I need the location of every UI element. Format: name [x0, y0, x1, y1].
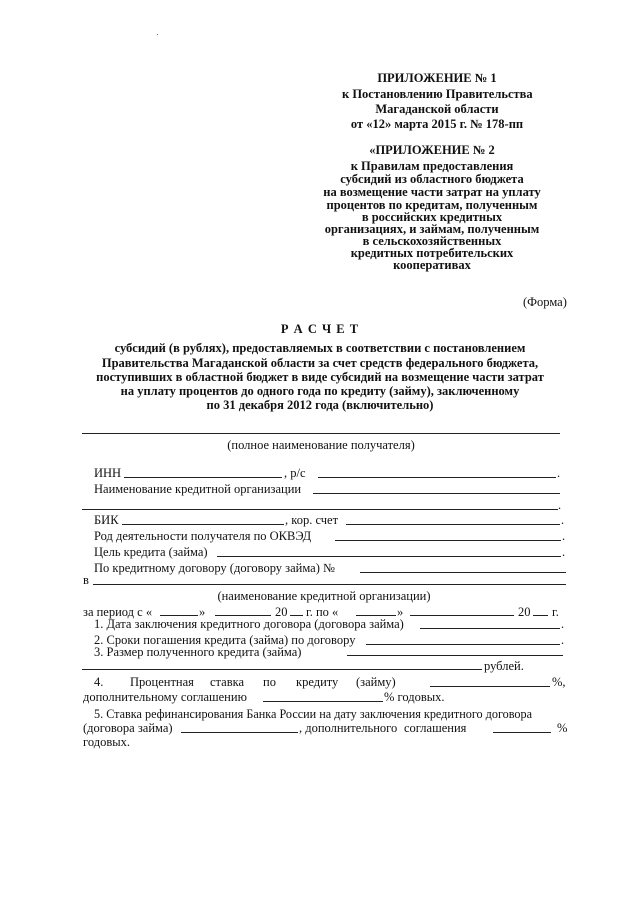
item-4-word: ставка	[210, 675, 245, 689]
period-to-day-field[interactable]	[356, 615, 396, 616]
contract-bank-field[interactable]	[93, 584, 566, 585]
rs-field[interactable]	[318, 477, 556, 478]
bank-name-label: Наименование кредитной организации	[94, 482, 302, 496]
purpose-label: Цель кредита (займа)	[94, 545, 208, 559]
item-5-line2-a: (договора займа)	[83, 721, 173, 735]
appendix-1-line: от «12» марта 2015 г. № 178-пп	[350, 117, 524, 131]
inn-label: ИНН	[94, 466, 122, 480]
subtitle-line: на уплату процентов до одного года по кредиту (займу), заключенному	[120, 384, 520, 398]
item-1-field[interactable]	[420, 628, 560, 629]
item-5-label: 5. Ставка рефинансирования Банка России на дату заключения кредитного договора	[94, 707, 533, 721]
appendix-2-line: на возмещение части затрат на уплату	[323, 185, 541, 199]
appendix-2-line: к Правилам предоставления	[350, 159, 514, 173]
period-from-day-field[interactable]	[160, 615, 198, 616]
appendix-2-line: организациях, и займам, полученным	[324, 222, 540, 236]
appendix-2-line: субсидий из областного бюджета	[340, 172, 524, 186]
bank-caption: (наименование кредитной организации)	[217, 589, 431, 603]
appendix-1-line: к Постановлению Правительства	[342, 87, 533, 101]
period-end-label: г.	[552, 605, 559, 619]
purpose-end-dot: .	[562, 545, 566, 559]
period-from-month-field[interactable]	[215, 615, 271, 616]
period-from-year-field[interactable]	[290, 615, 303, 616]
item-4-percent-years: % годовых.	[384, 690, 445, 704]
contract-label: По кредитному договору (договору займа) №	[94, 561, 335, 575]
appendix-2-line: кооперативах	[393, 258, 471, 272]
item-2-field[interactable]	[366, 644, 560, 645]
appendix-2-line: в сельскохозяйственных	[362, 234, 502, 248]
item-5-percent: %	[557, 721, 568, 735]
appendix-2-title: «ПРИЛОЖЕНИЕ № 2	[369, 143, 495, 157]
bank-name-field-2[interactable]	[82, 509, 558, 510]
contract-field[interactable]	[360, 572, 566, 573]
bank-name-field[interactable]	[313, 493, 560, 494]
rs-end-dot: .	[557, 466, 561, 480]
rs-label: , р/с	[284, 466, 306, 480]
item-5-agreement-rate-field[interactable]	[493, 732, 551, 733]
item-2-end-dot: .	[561, 633, 565, 647]
appendix-1-title: ПРИЛОЖЕНИЕ № 1	[377, 71, 497, 85]
item-4-word: (займу)	[356, 675, 396, 689]
item-5-contract-rate-field[interactable]	[181, 732, 298, 733]
appendix-2-line: кредитных потребительских	[350, 246, 514, 260]
period-to-label: г. по «	[306, 605, 339, 619]
item-4-rate-field[interactable]	[430, 686, 550, 687]
recipient-caption: (полное наименование получателя)	[227, 438, 415, 452]
subtitle-line: поступивших в областной бюджет в виде субсидий на возмещение части затрат	[96, 370, 544, 384]
recipient-name-line[interactable]	[82, 433, 560, 434]
kor-field[interactable]	[346, 524, 560, 525]
item-3-field-2[interactable]	[82, 669, 482, 670]
bik-label: БИК	[94, 513, 119, 527]
rubles-label: рублей.	[484, 659, 524, 673]
period-to-year-field[interactable]	[533, 615, 548, 616]
okved-label: Род деятельности получателя по ОКВЭД	[94, 529, 312, 543]
appendix-1-line: Магаданской области	[375, 102, 499, 116]
item-5-line2-c: соглашения	[404, 721, 467, 735]
scan-speck	[157, 34, 158, 35]
v-label: в	[83, 573, 89, 587]
period-to-month-field[interactable]	[410, 615, 514, 616]
okved-end-dot: .	[562, 529, 566, 543]
period-quote-2: »	[397, 605, 404, 619]
appendix-2-line: процентов по кредитам, полученным	[326, 198, 538, 212]
item-3-field[interactable]	[347, 655, 563, 656]
item-4-word: кредиту	[296, 675, 339, 689]
inn-field[interactable]	[124, 477, 282, 478]
period-from-label: за период с «	[83, 605, 153, 619]
item-4-word: Процентная	[130, 675, 194, 689]
subtitle-line: Правительства Магаданской области за счет средств федерального бюджета,	[101, 356, 539, 370]
subtitle-line: субсидий (в рублях), предоставляемых в соответствии с постановлением	[114, 341, 526, 355]
kor-end-dot: .	[561, 513, 565, 527]
subtitle-line: по 31 декабря 2012 года (включительно)	[206, 398, 434, 412]
kor-label: , кор. счет	[285, 513, 339, 527]
period-year-prefix-1: 20	[275, 605, 288, 619]
item-4-word: по	[263, 675, 276, 689]
item-5-line2-b: , дополнительного	[299, 721, 398, 735]
item-2-label: 2. Сроки погашения кредита (займа) по договору	[94, 633, 356, 647]
okved-field[interactable]	[335, 540, 561, 541]
bank-name-end-dot: .	[558, 498, 562, 512]
item-4-percent: %,	[552, 675, 566, 689]
appendix-2-line: в российских кредитных	[361, 210, 503, 224]
period-year-prefix-2: 20	[518, 605, 531, 619]
purpose-field[interactable]	[217, 556, 561, 557]
bik-field[interactable]	[122, 524, 284, 525]
item-4-line2-label: дополнительному соглашению	[83, 690, 247, 704]
item-3-label: 3. Размер полученного кредита (займа)	[94, 645, 302, 659]
document-title: Р А С Ч Е Т	[280, 322, 360, 336]
item-5-line3: годовых.	[83, 735, 130, 749]
period-quote: »	[199, 605, 206, 619]
item-4-word: 4.	[94, 675, 104, 689]
form-label: (Форма)	[523, 295, 567, 309]
item-1-end-dot: .	[561, 617, 565, 631]
item-1-label: 1. Дата заключения кредитного договора (договора займа)	[94, 617, 404, 631]
item-4-agreement-field[interactable]	[263, 701, 383, 702]
